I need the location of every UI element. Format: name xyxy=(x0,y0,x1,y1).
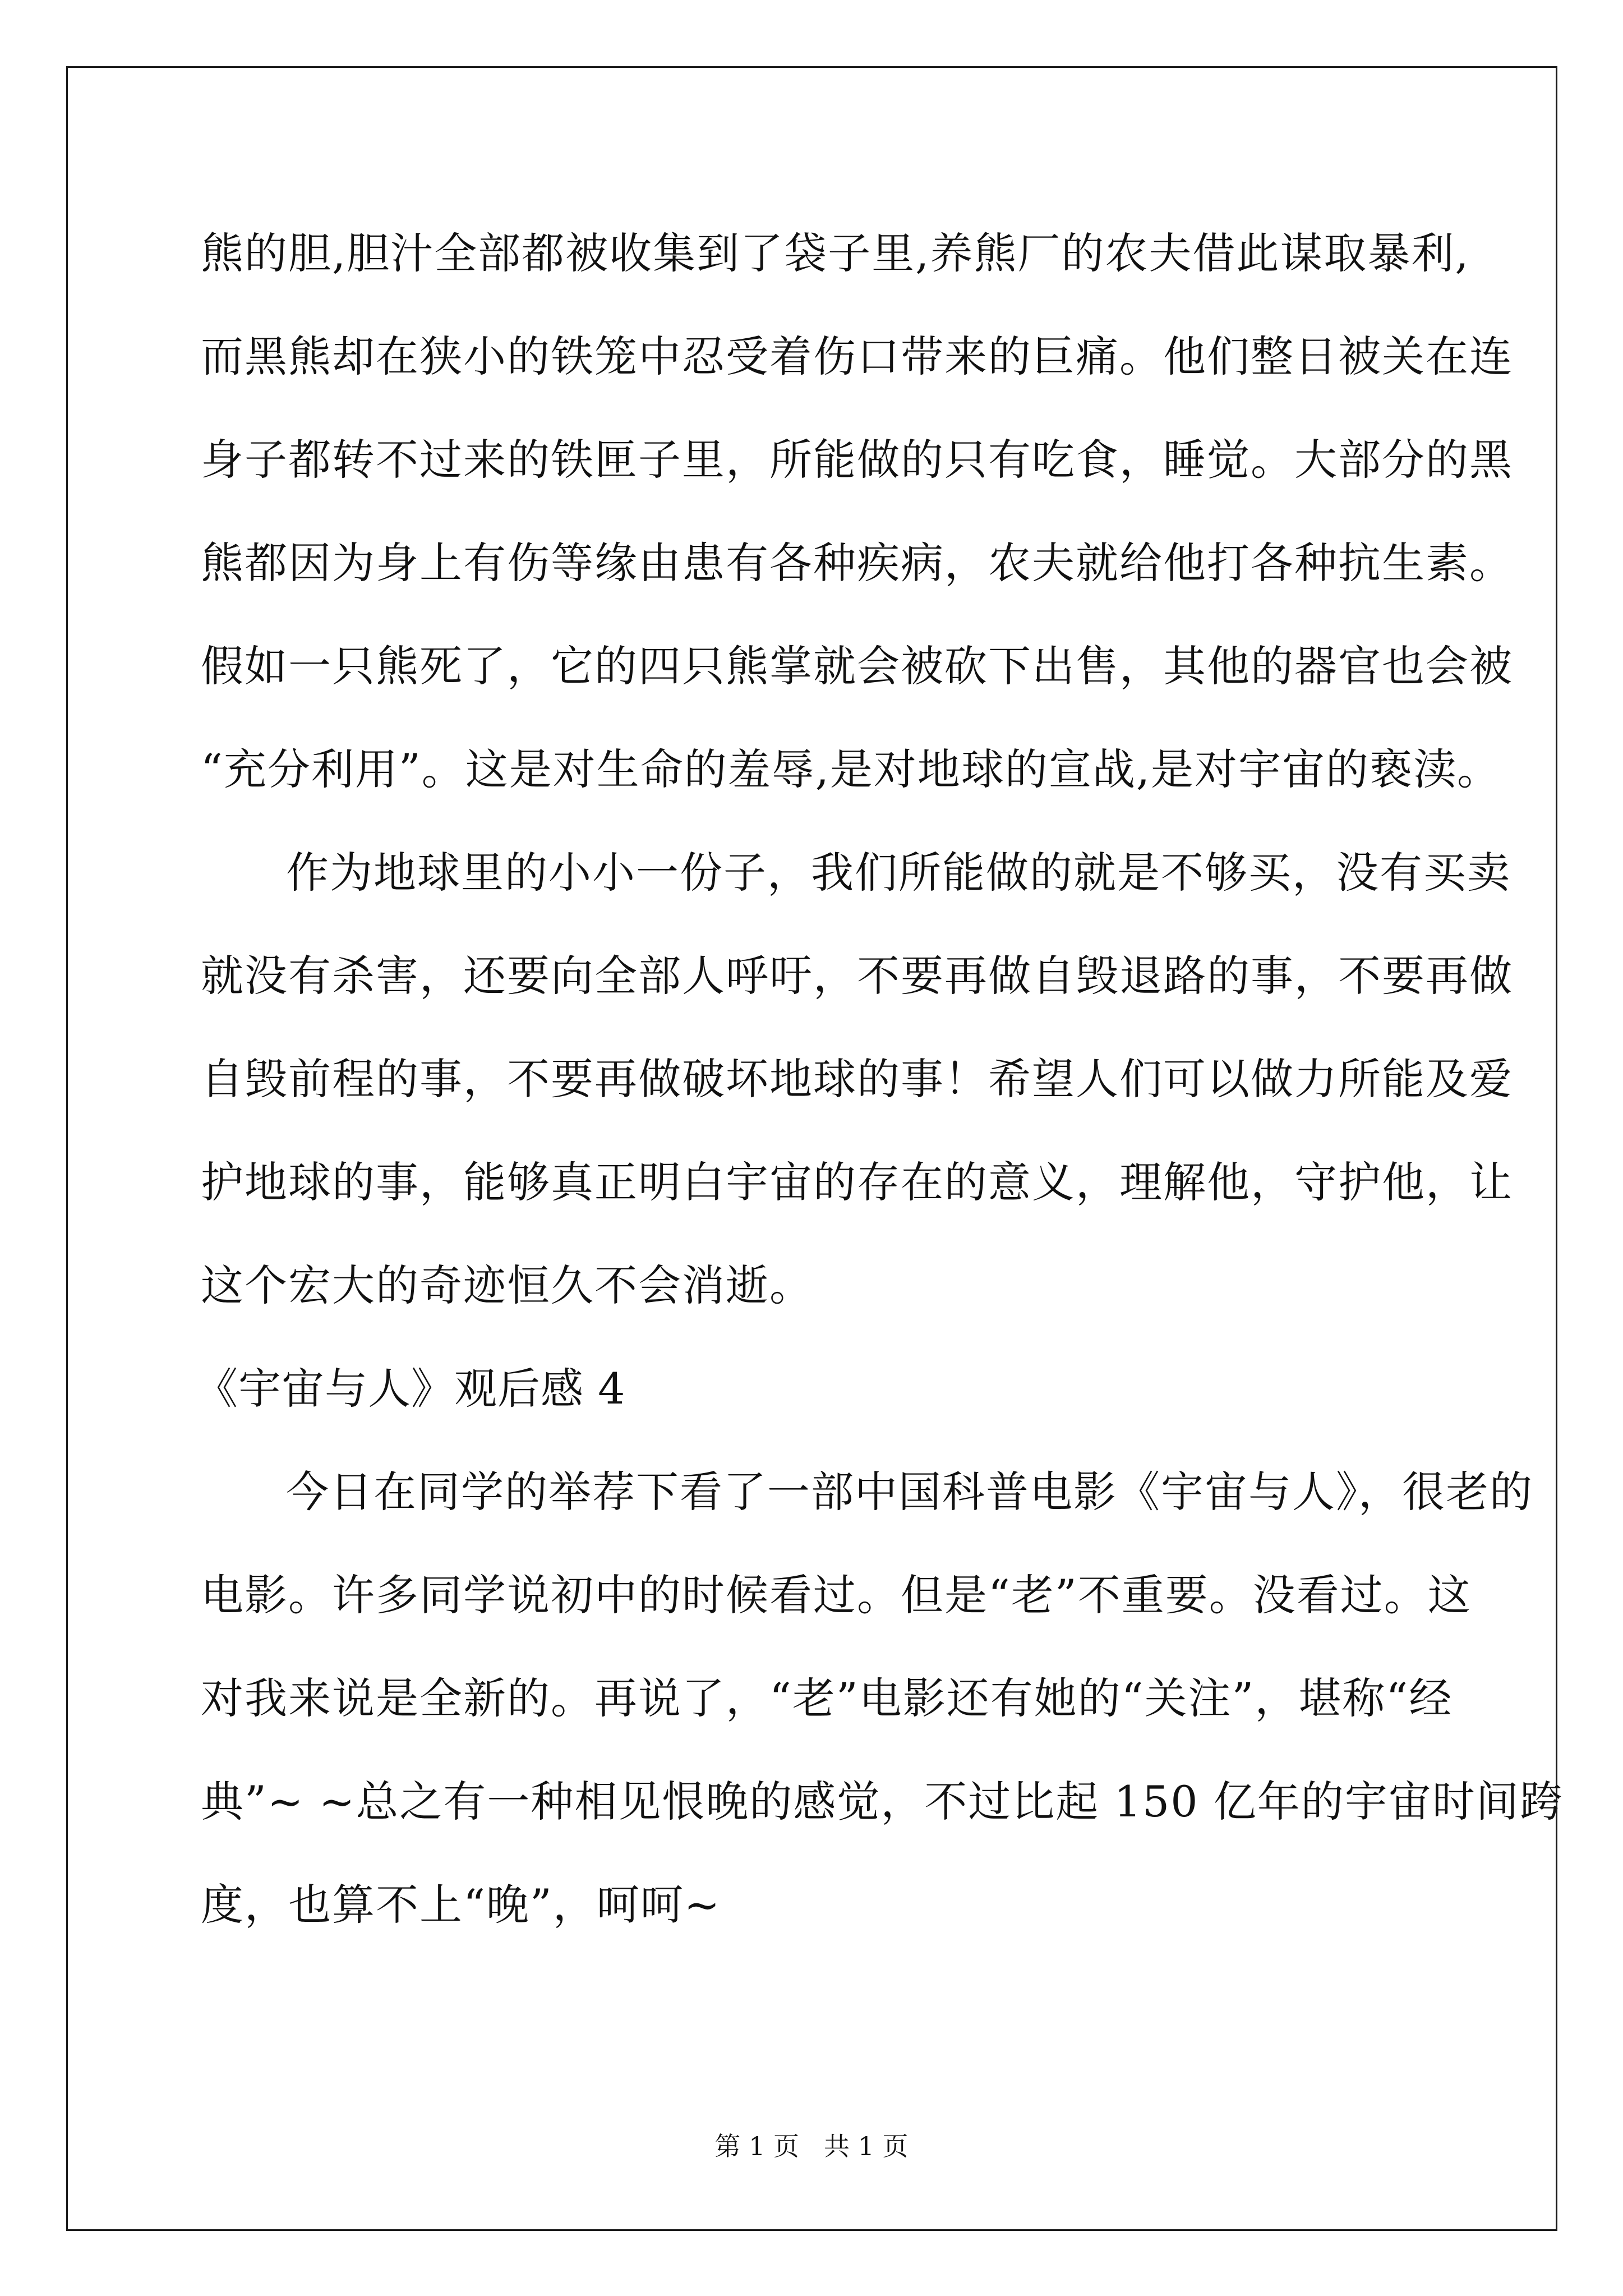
page-footer xyxy=(0,2126,1623,2163)
text-line: 自毁前程的事，不要再做破坏地球的事！希望人们可以做力所能及爱 xyxy=(201,1054,1513,1104)
text-line: 作为地球里的小小一份子，我们所能做的就是不够买，没有买卖 xyxy=(286,848,1511,898)
text-line: 电影。许多同学说初中的时候看过。但是“老”不重要。没看过。这 xyxy=(201,1570,1472,1620)
paragraph-3 xyxy=(201,1441,1564,1957)
text-line: 假如一只熊死了，它的四只熊掌就会被砍下出售，其他的器官也会被 xyxy=(201,641,1513,691)
text-line: 今日在同学的举荐下看了一部中国科普电影《宇宙与人》，很老的 xyxy=(286,1467,1533,1517)
text-line: 对我来说是全新的。再说了，“老”电影还有她的“关注”，堪称“经 xyxy=(201,1673,1453,1723)
page-number: 第 1 页 xyxy=(714,2131,799,2161)
text-line: 这个宏大的奇迹恒久不会消逝。 xyxy=(201,1260,813,1310)
text-line: 身子都转不过来的铁匣子里，所能做的只有吃食，睡觉。大部分的黑 xyxy=(201,435,1513,485)
paragraph-1 xyxy=(201,202,1513,821)
text-line: 熊都因为身上有伤等缘由患有各种疾病，农夫就给他打各种抗生素。 xyxy=(201,538,1513,588)
text-line: 而黑熊却在狭小的铁笼中忍受着伤口带来的巨痛。他们整日被关在连 xyxy=(201,332,1513,381)
text-line: 护地球的事，能够真正明白宇宙的存在的意义，理解他，守护他，让 xyxy=(201,1157,1513,1207)
page-total: 共 1 页 xyxy=(824,2131,909,2161)
paragraph-2 xyxy=(201,821,1513,1337)
text-line: 典”~ ~总之有一种相见恨晚的感觉，不过比起 150 亿年的宇宙时间跨 xyxy=(201,1777,1564,1826)
text-line: 熊的胆,胆汁全部都被收集到了袋子里,养熊厂的农夫借此谋取暴利, xyxy=(201,228,1470,278)
text-line: 就没有杀害，还要向全部人呼吁，不要再做自毁退路的事，不要再做 xyxy=(201,951,1513,1001)
text-line: “充分利用”。这是对生命的羞辱,是对地球的宣战,是对宇宙的亵渎。 xyxy=(201,744,1501,794)
text-line: 度，也算不上“晚”，呵呵~ xyxy=(201,1880,721,1930)
document-body xyxy=(195,202,1564,1957)
section-heading: 《宇宙与人》观后感 4 xyxy=(195,1364,626,1414)
